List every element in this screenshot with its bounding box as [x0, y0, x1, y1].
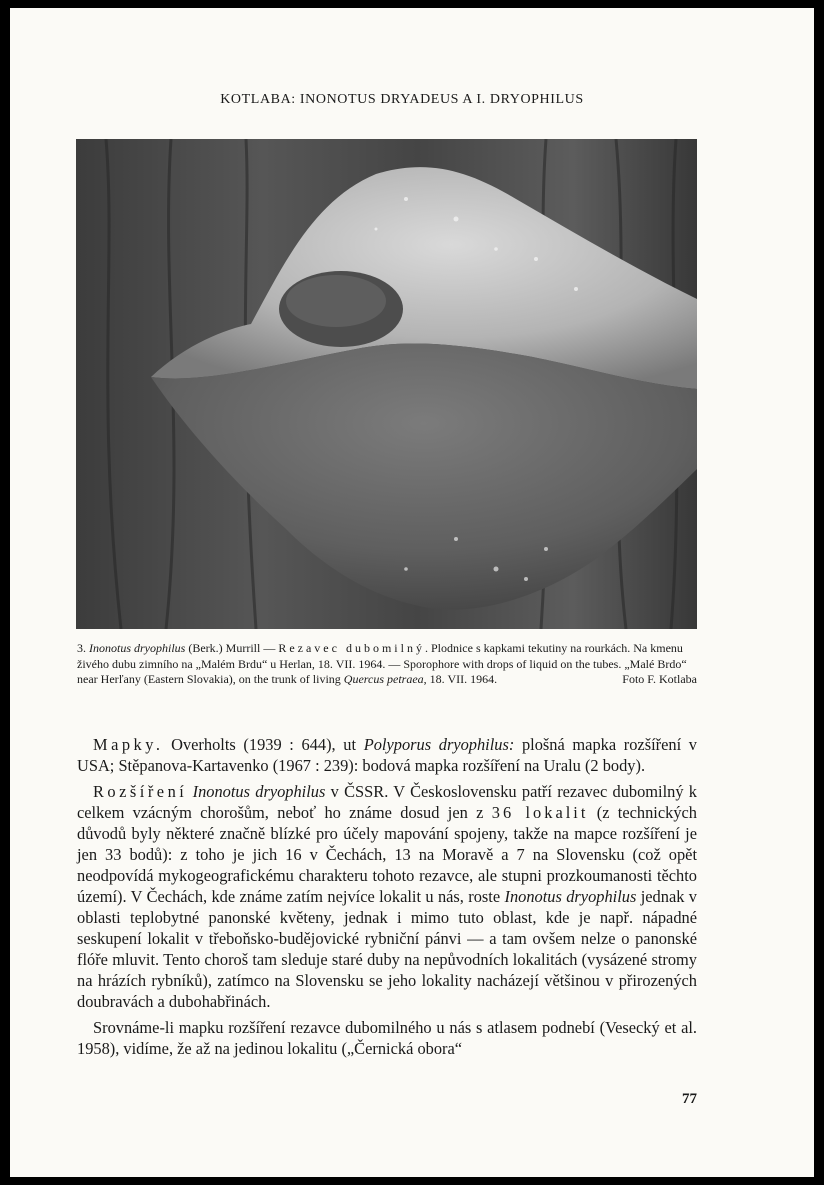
fungus-photograph [76, 139, 697, 629]
paragraph-text: jednak v oblasti teplobytné panonské květeny, jednak i mimo tuto oblast, kde je např. nápadné seskupení lokalit v třeboňsko-budějovické rybniční pánvi — a tam ovšem nelze o panonské flóře mluvit. Tento choroš tam sleduje staré duby na nepůvodních lokalitách (vysázené stromy na hrázích rybníků), zatímco na Slovensku se jeho lokality nacházejí většinou v přirozených doubravách a dubohabřinách. [77, 887, 697, 1011]
paragraph-text: (z technických důvodů byly některé značně blízké pro účely mapování spojeny, takže na mapce rozšíření je jen 33 bodů): z toho je jich 16 v Čechách, 13 na Moravě a 7 na Slovensku (což opět neodpovídá mykogeografickému charakteru tohoto rezavce, ale stupni prozkoumanosti těchto území). V Čechách, kde známe zatím nejvíce lokalit u nás, roste [77, 803, 697, 906]
paragraph-distribution [77, 781, 697, 1012]
locality-count: 36 lokalit [491, 803, 589, 822]
page [10, 8, 814, 1177]
paragraph-text: plošná mapka rozšíření v USA; Stěpanova-Kartavenko (1967 : 239): bodová mapka rozšíření na Uralu (2 body). [77, 735, 697, 775]
caption-species: Inonotus dryophilus [89, 641, 186, 655]
photo-credit: Foto F. Kotlaba [622, 672, 697, 686]
paragraph-text: Overholts (1939 : 644), ut [163, 735, 364, 754]
paragraph-text: Srovnáme-li mapku rozšíření rezavce dubomilného u nás s atlasem podnebí (Vesecký et al. 1958), vidíme, že až na jedinou lokalitu („Černická obora“ [77, 1018, 697, 1058]
caption-number: 3. [77, 641, 89, 655]
species-name: Polyporus dryophilus: [363, 735, 515, 754]
caption-text: . Plodnice s kapkami tekutiny na rourkách. Na kmenu živého dubu zimního na „Malém Brdu“ u Herlan, 18. VII. 1964. — Sporophore with drops of liquid on the tubes. „Malé Brdo“ near Herľany (Eastern Slovakia), on the trunk of living [77, 641, 687, 686]
species-name: Inonotus dryophilus [504, 887, 637, 906]
lead-maps: Mapky. [93, 735, 164, 754]
paragraph-maps [77, 734, 697, 776]
caption-author: (Berk.) Murrill — [185, 641, 279, 655]
caption-host: Quercus petraea [343, 672, 424, 686]
paragraph-climate [77, 1017, 697, 1059]
body-text [77, 734, 697, 1064]
page-number: 77 [682, 1091, 697, 1107]
caption-date: , 18. VII. 1964. [423, 672, 498, 686]
species-name: Inonotus dryophilus [192, 782, 326, 801]
figure-caption [77, 641, 697, 688]
paragraph-text: v ČSSR. V Československu patří rezavec dubomilný k celkem vzácným chorošům, neboť ho známe dosud jen z [77, 782, 697, 822]
fungus-photo-image [76, 139, 697, 629]
lead-distribution: Rozšíření [93, 782, 188, 801]
running-head: KOTLABA: INONOTUS DRYADEUS A I. DRYOPHILUS [220, 92, 584, 107]
caption-czech-name: Rezavec dubomilný [278, 641, 425, 655]
